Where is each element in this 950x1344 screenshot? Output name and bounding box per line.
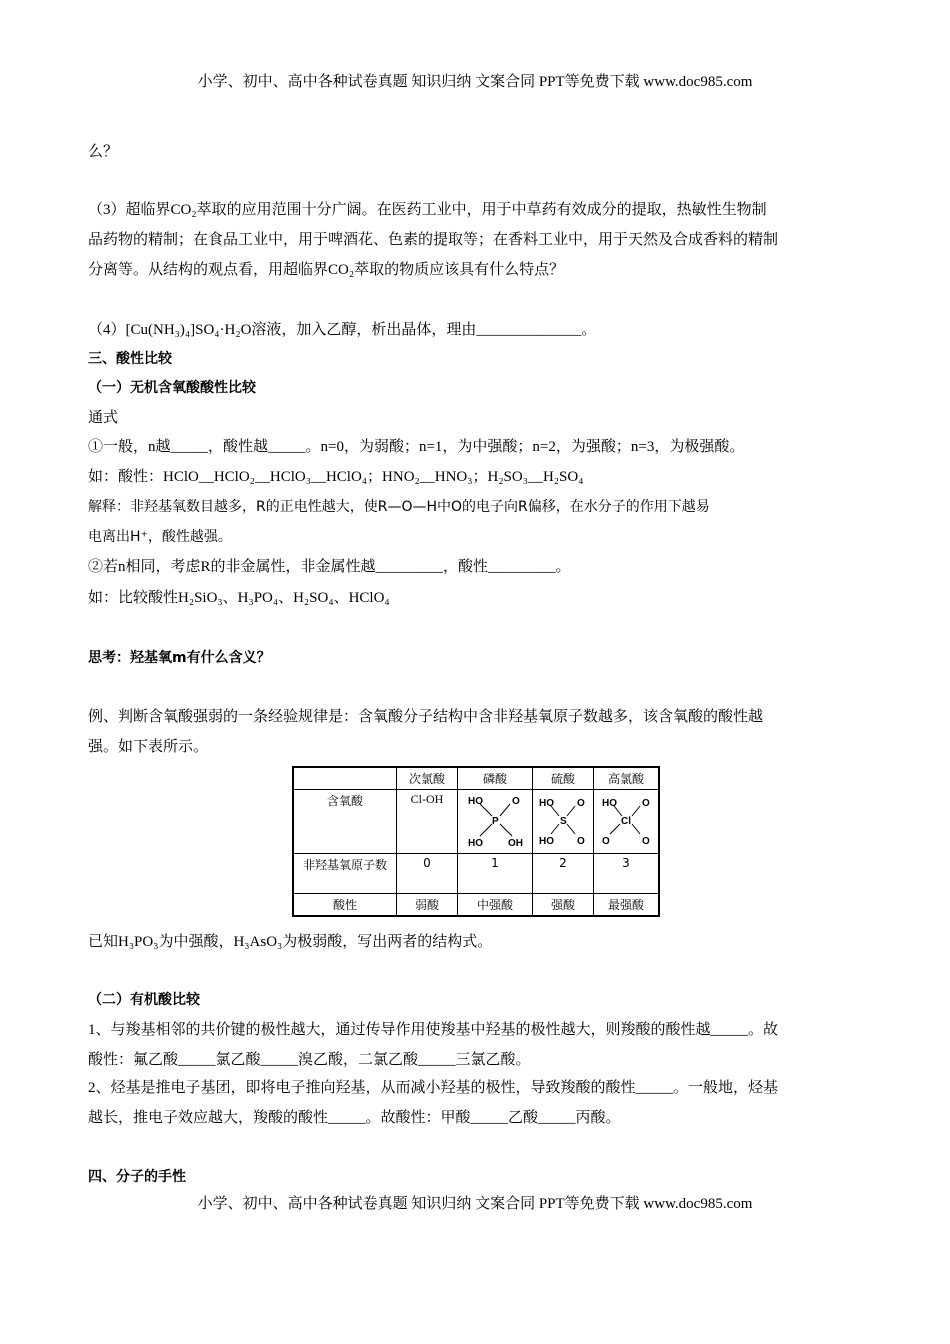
table-header: 硫酸 — [533, 767, 594, 790]
atom: O — [642, 798, 650, 809]
text-line: 电离出H⁺，酸性越强。 — [88, 529, 232, 545]
sulfuric-structure — [533, 790, 594, 854]
atom: HO — [468, 796, 483, 807]
text-line: （3）超临界CO₂萃取的应用范围十分广阔。在医药工业中，用于中草药有效成分的提取，热敏性生物制 — [88, 202, 767, 218]
text-line: 分离等。从结构的观点看，用超临界CO₂萃取的物质应该具有什么特点？ — [88, 262, 565, 278]
text-line: 越长，推电子效应越大，羧酸的酸性_____。故酸性：甲酸_____乙酸_____丙酸。 — [88, 1110, 621, 1126]
section-heading: 四、分子的手性 — [88, 1169, 186, 1185]
hclo-structure: Cl-OH — [397, 790, 458, 854]
row-label: 酸性 — [293, 894, 397, 917]
text-line: 通式 — [88, 410, 119, 426]
table-cell: 1 — [458, 854, 533, 894]
phosphoric-structure — [458, 790, 533, 854]
table-header: 高氯酸 — [594, 767, 660, 790]
page-footer: 小学、初中、高中各种试卷真题 知识归纳 文案合同 PPT等免费下载 www.doc985.com — [197, 1196, 753, 1212]
text-line: 品药物的精制；在食品工业中，用于啤酒花、色素的提取等；在香料工业中，用于天然及合成香料的精制 — [88, 232, 779, 248]
text-line: 1、与羧基相邻的共价键的极性越大，通过传导作用使羧基中羟基的极性越大，则羧酸的酸性越_____。故 — [88, 1022, 779, 1038]
atom: HO — [539, 798, 554, 809]
atom: O — [577, 798, 585, 809]
atom: Cl — [621, 816, 631, 827]
text-line: ②若n相同，考虑R的非金属性，非金属性越_________，酸性_________。 — [88, 559, 571, 575]
atom: O — [642, 836, 650, 847]
sulfuric-acid-structure-icon — [535, 792, 591, 848]
table-cell: 最强酸 — [594, 894, 660, 917]
section-heading: 三、酸性比较 — [88, 351, 172, 367]
perchloric-structure — [594, 790, 660, 854]
table-cell: 2 — [533, 854, 594, 894]
atom: O — [512, 796, 520, 807]
text-line: 例、判断含氧酸强弱的一条经验规律是：含氧酸分子结构中含非羟基氧原子数越多，该含氧酸的酸性越 — [88, 709, 764, 725]
text-line: 已知H₃PO₃为中强酸，H₃AsO₃为极弱酸，写出两者的结构式。 — [88, 934, 493, 950]
perchloric-acid-structure-icon — [596, 792, 656, 848]
atom: OH — [508, 838, 523, 848]
table-cell: 3 — [594, 854, 660, 894]
oxyacid-table — [292, 766, 660, 917]
think-heading: 思考：羟基氧m有什么含义？ — [88, 650, 271, 666]
text-line: 解释：非羟基氧数目越多，R的正电性越大，使R—O—H中O的电子向R偏移，在水分子的作用下越易 — [88, 499, 710, 515]
text-line: ①一般，n越_____，酸性越_____。n=0，为弱酸；n=1，为中强酸；n=2，为强酸；n=3，为极强酸。 — [88, 439, 745, 455]
table-header — [293, 767, 397, 790]
text-line: 如：比较酸性H₂SiO₃、H₃PO₄、H₂SO₄、HClO₄ — [88, 590, 390, 606]
table-cell: 弱酸 — [397, 894, 458, 917]
atom: S — [560, 816, 567, 827]
text-line: 么？ — [88, 144, 119, 160]
subsection-heading: （一）无机含氧酸酸性比较 — [88, 380, 256, 396]
atom: HO — [539, 836, 554, 847]
text-line: 强。如下表所示。 — [88, 739, 209, 755]
table-header: 磷酸 — [458, 767, 533, 790]
subsection-heading: （二）有机酸比较 — [88, 992, 200, 1008]
atom: O — [602, 836, 610, 847]
table-cell: 中强酸 — [458, 894, 533, 917]
phosphoric-acid-structure-icon — [460, 792, 530, 848]
text-line: 酸性：氟乙酸_____氯乙酸_____溴乙酸，二氯乙酸_____三氯乙酸。 — [88, 1052, 531, 1068]
atom: O — [577, 836, 585, 847]
table-cell: 强酸 — [533, 894, 594, 917]
text-line: （4）[Cu(NH₃)₄]SO₄·H₂O溶液，加入乙醇，析出晶体，理由______________。 — [88, 322, 597, 338]
table-header: 次氯酸 — [397, 767, 458, 790]
atom: HO — [602, 798, 617, 809]
row-label: 非羟基氧原子数 — [293, 854, 397, 894]
text-line: 2、烃基是推电子基团，即将电子推向羟基，从而减小羟基的极性，导致羧酸的酸性_____。一般地，烃基 — [88, 1080, 779, 1096]
text-line: 如：酸性：HClO__HClO₂__HClO₃__HClO₄；HNO₂__HNO₃；H₂SO₃__H₂SO₄ — [88, 469, 584, 485]
page-header: 小学、初中、高中各种试卷真题 知识归纳 文案合同 PPT等免费下载 www.doc985.com — [197, 74, 753, 90]
atom: HO — [468, 838, 483, 848]
table-cell: 0 — [397, 854, 458, 894]
row-label: 含氧酸 — [293, 790, 397, 854]
atom: P — [492, 816, 499, 827]
